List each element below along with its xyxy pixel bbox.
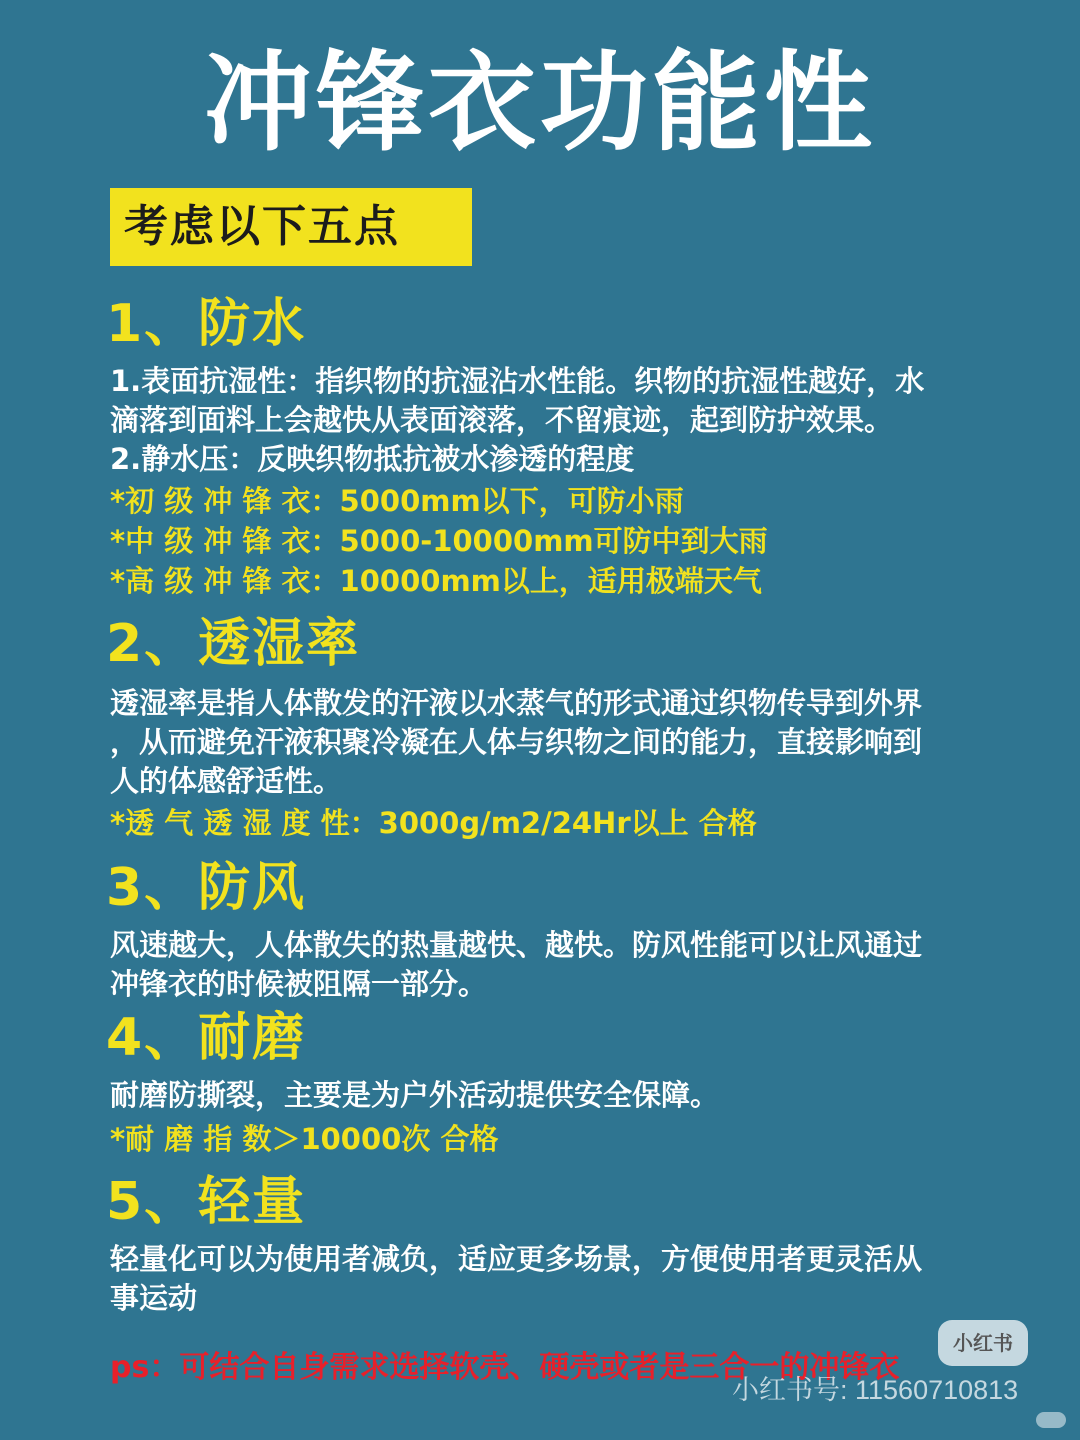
section-heading-lightweight: 5、轻量 [106, 1172, 307, 1232]
body-line: 耐磨防撕裂，主要是为户外活动提供安全保障。 [110, 1078, 720, 1112]
body-line: 轻量化可以为使用者减负，适应更多场景，方便使用者更灵活从 [110, 1242, 923, 1276]
body-line: 2.静水压：反映织物抵抗被水渗透的程度 [110, 442, 635, 476]
body-line: ，从而避免汗液积聚冷凝在人体与织物之间的能力，直接影响到 [110, 725, 923, 759]
watermark-id: 小红书号: 11560710813 [732, 1375, 1019, 1405]
section-heading-waterproof: 1、防水 [106, 294, 307, 354]
section-body-breathability [110, 684, 1010, 801]
body-line: 事运动 [110, 1281, 198, 1315]
spec-line: *透 气 透 湿 度 性：3000g/m2/24Hr以上 合格 [110, 806, 757, 840]
body-line: 冲锋衣的时候被阻隔一部分。 [110, 967, 488, 1001]
spec-line: *耐 磨 指 数＞10000次 合格 [110, 1122, 499, 1156]
body-line: 透湿率是指人体散发的汗液以水蒸气的形式通过织物传导到外界 [110, 686, 923, 720]
ps-note: ps：可结合自身需求选择软壳、硬壳或者是三合一的冲锋衣 [110, 1350, 900, 1385]
body-line: 人的体感舒适性。 [110, 764, 343, 798]
section-body-abrasion [110, 1076, 1010, 1115]
spec-line: *中 级 冲 锋 衣：5000-10000mm可防中到大雨 [110, 524, 768, 558]
spec-line: *高 级 冲 锋 衣：10000mm以上，适用极端天气 [110, 564, 762, 598]
section-body-waterproof [110, 362, 1010, 479]
xiaohongshu-logo: 小红书 [938, 1320, 1028, 1366]
section-body-windproof [110, 926, 1010, 1004]
body-line: 滴落到面料上会越快从表面滚落，不留痕迹，起到防护效果。 [110, 403, 894, 437]
section-heading-breathability: 2、透湿率 [106, 614, 361, 674]
section-body-lightweight [110, 1240, 1010, 1318]
section-heading-windproof: 3、防风 [106, 858, 307, 918]
corner-badge-icon [1036, 1412, 1066, 1428]
subtitle-banner: 考虑以下五点 [110, 188, 472, 266]
body-line: 风速越大，人体散失的热量越快、越快。防风性能可以让风通过 [110, 928, 923, 962]
section-heading-abrasion: 4、耐磨 [106, 1008, 307, 1068]
body-line: 1.表面抗湿性：指织物的抗湿沾水性能。织物的抗湿性越好，水 [110, 364, 925, 398]
spec-line: *初 级 冲 锋 衣：5000mm以下，可防小雨 [110, 484, 684, 518]
page-title: 冲锋衣功能性 [203, 41, 876, 166]
